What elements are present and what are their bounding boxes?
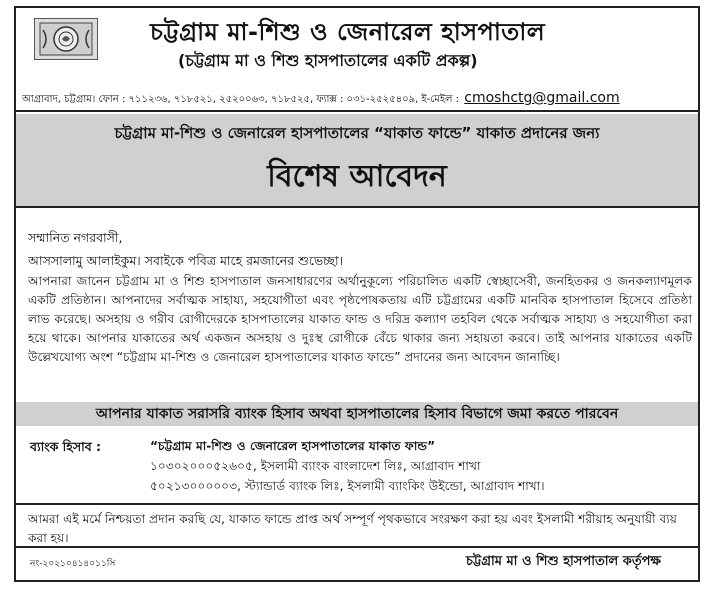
greeting: আসসালামু আলাইকুম। সবাইকে পবিত্র মাহে রমজানের শুভেচ্ছা।: [28, 253, 344, 268]
appeal-heading: চট্টগ্রাম মা-শিশু ও জেনারেল হাসপাতালের “যাকাত ফান্ডে” যাকাত প্রদানের জন্য: [114, 124, 600, 142]
hospital-title: চট্টগ্রাম মা-শিশু ও জেনারেল হাসপাতাল: [150, 18, 546, 46]
bank-account-2: ৫০২১৩০০০০০৩, স্ট্যান্ডার্ড ব্যাংক লিঃ, ইসলামী ব্যাংকিং উইন্ডো, আগ্রাবাদ শাখা।: [150, 479, 545, 493]
header-divider: [16, 110, 698, 112]
appeal-body: আপনারা জানেন চট্টগ্রাম মা ও শিশু হাসপাতাল জনসাধারণের অর্থানুকূল্যে পরিচালিত একটি স্বেচ্ছাসেবী, জনহিতকর ও জনকল্যাণমূলক একটি প্রতিষ্ঠান। আপনাদের সর্বাত্মক সাহায্য, সহযোগীতা এবং পৃষ্ঠপোষকতায় এটি চট্টগ্রামের একটি মানবিক হাসপাতাল হিসেবে প্রতিষ্ঠা লাভ করেছে। অসহায় ও গরীব রোগীদেরকে হাসপাতালের যাকাত ফান্ড ও দরিদ্র কল্যাণ তহবিল থেকে সর্বাত্মক সাহায্য ও সহযোগীতা করা হয়ে থাকে। আপনার যাকাতের অর্থ একজন অসহায় ও দুঃস্থ রোগীকে বেঁচে থাকার জন্য সহায়তা করবে। তাই আপনার যাকাতের একটি উল্লেখযোগ্য অংশ “চট্টগ্রাম মা-শিশু ও জেনারেল হাসপাতালের যাকাত ফান্ডে” প্রদানের জন্য আবেদন জানাচ্ছি।: [28, 274, 692, 364]
reference-number: নং-২০২১০৪১৪০১১সি: [30, 559, 116, 569]
hospital-logo: [34, 18, 98, 60]
hospital-seal-icon: [39, 22, 93, 56]
email-link[interactable]: cmoshctg@gmail.com: [464, 90, 620, 106]
signature: চট্টগ্রাম মা ও শিশু হাসপাতাল কর্তৃপক্ষ: [466, 554, 661, 569]
contact-details: আগ্রাবাদ, চট্টগ্রাম। ফোন : ৭১১২৩৬, ৭১৮৫২১, ২৫২০০৬৩, ৭১৮৫২৫, ফ্যাক্স : ০৩১-২৫২৫৪০৯, ই-মেইল :: [22, 94, 460, 105]
banner-divider: [16, 206, 698, 208]
salutation: সম্মানিত নগরবাসী,: [28, 230, 123, 245]
bank-account-details: [150, 436, 545, 496]
bank-deposit-banner: আপনার যাকাত সরাসরি ব্যাংক হিসাব অথবা হাসপাতালের হিসাব বিভাগে জমা করতে পারবেন: [16, 402, 698, 426]
assurance-text: আমরা এই মর্মে নিশ্চয়তা প্রদান করছি যে, যাকাত ফান্ডে প্রাপ্ত অর্থ সম্পূর্ণ পৃথকভাবে সংরক্ষণ করা হয় এবং ইসলামী শরীয়াহ অনুযায়ী ব্যয় করা হয়।: [28, 512, 677, 545]
appeal-title: বিশেষ আবেদন: [267, 159, 447, 194]
footer-divider: [16, 546, 698, 548]
hospital-subtitle: (চট্টগ্রাম মা ও শিশু হাসপাতালের একটি প্রকল্প): [178, 51, 478, 70]
appeal-banner: [16, 114, 698, 206]
bank-account-name: “চট্টগ্রাম মা-শিশু ও জেনারেল হাসপাতালের যাকাত ফান্ড”: [150, 439, 436, 453]
assurance-divider: [16, 503, 698, 505]
bank-account-1: ১০৩০২০০০৫২৬০৫, ইসলামী ব্যাংক বাংলাদেশ লিঃ, আগ্রাবাদ শাখা: [150, 459, 481, 473]
contact-line: [22, 90, 620, 109]
bank-account-label: ব্যাংক হিসাব :: [30, 439, 102, 454]
